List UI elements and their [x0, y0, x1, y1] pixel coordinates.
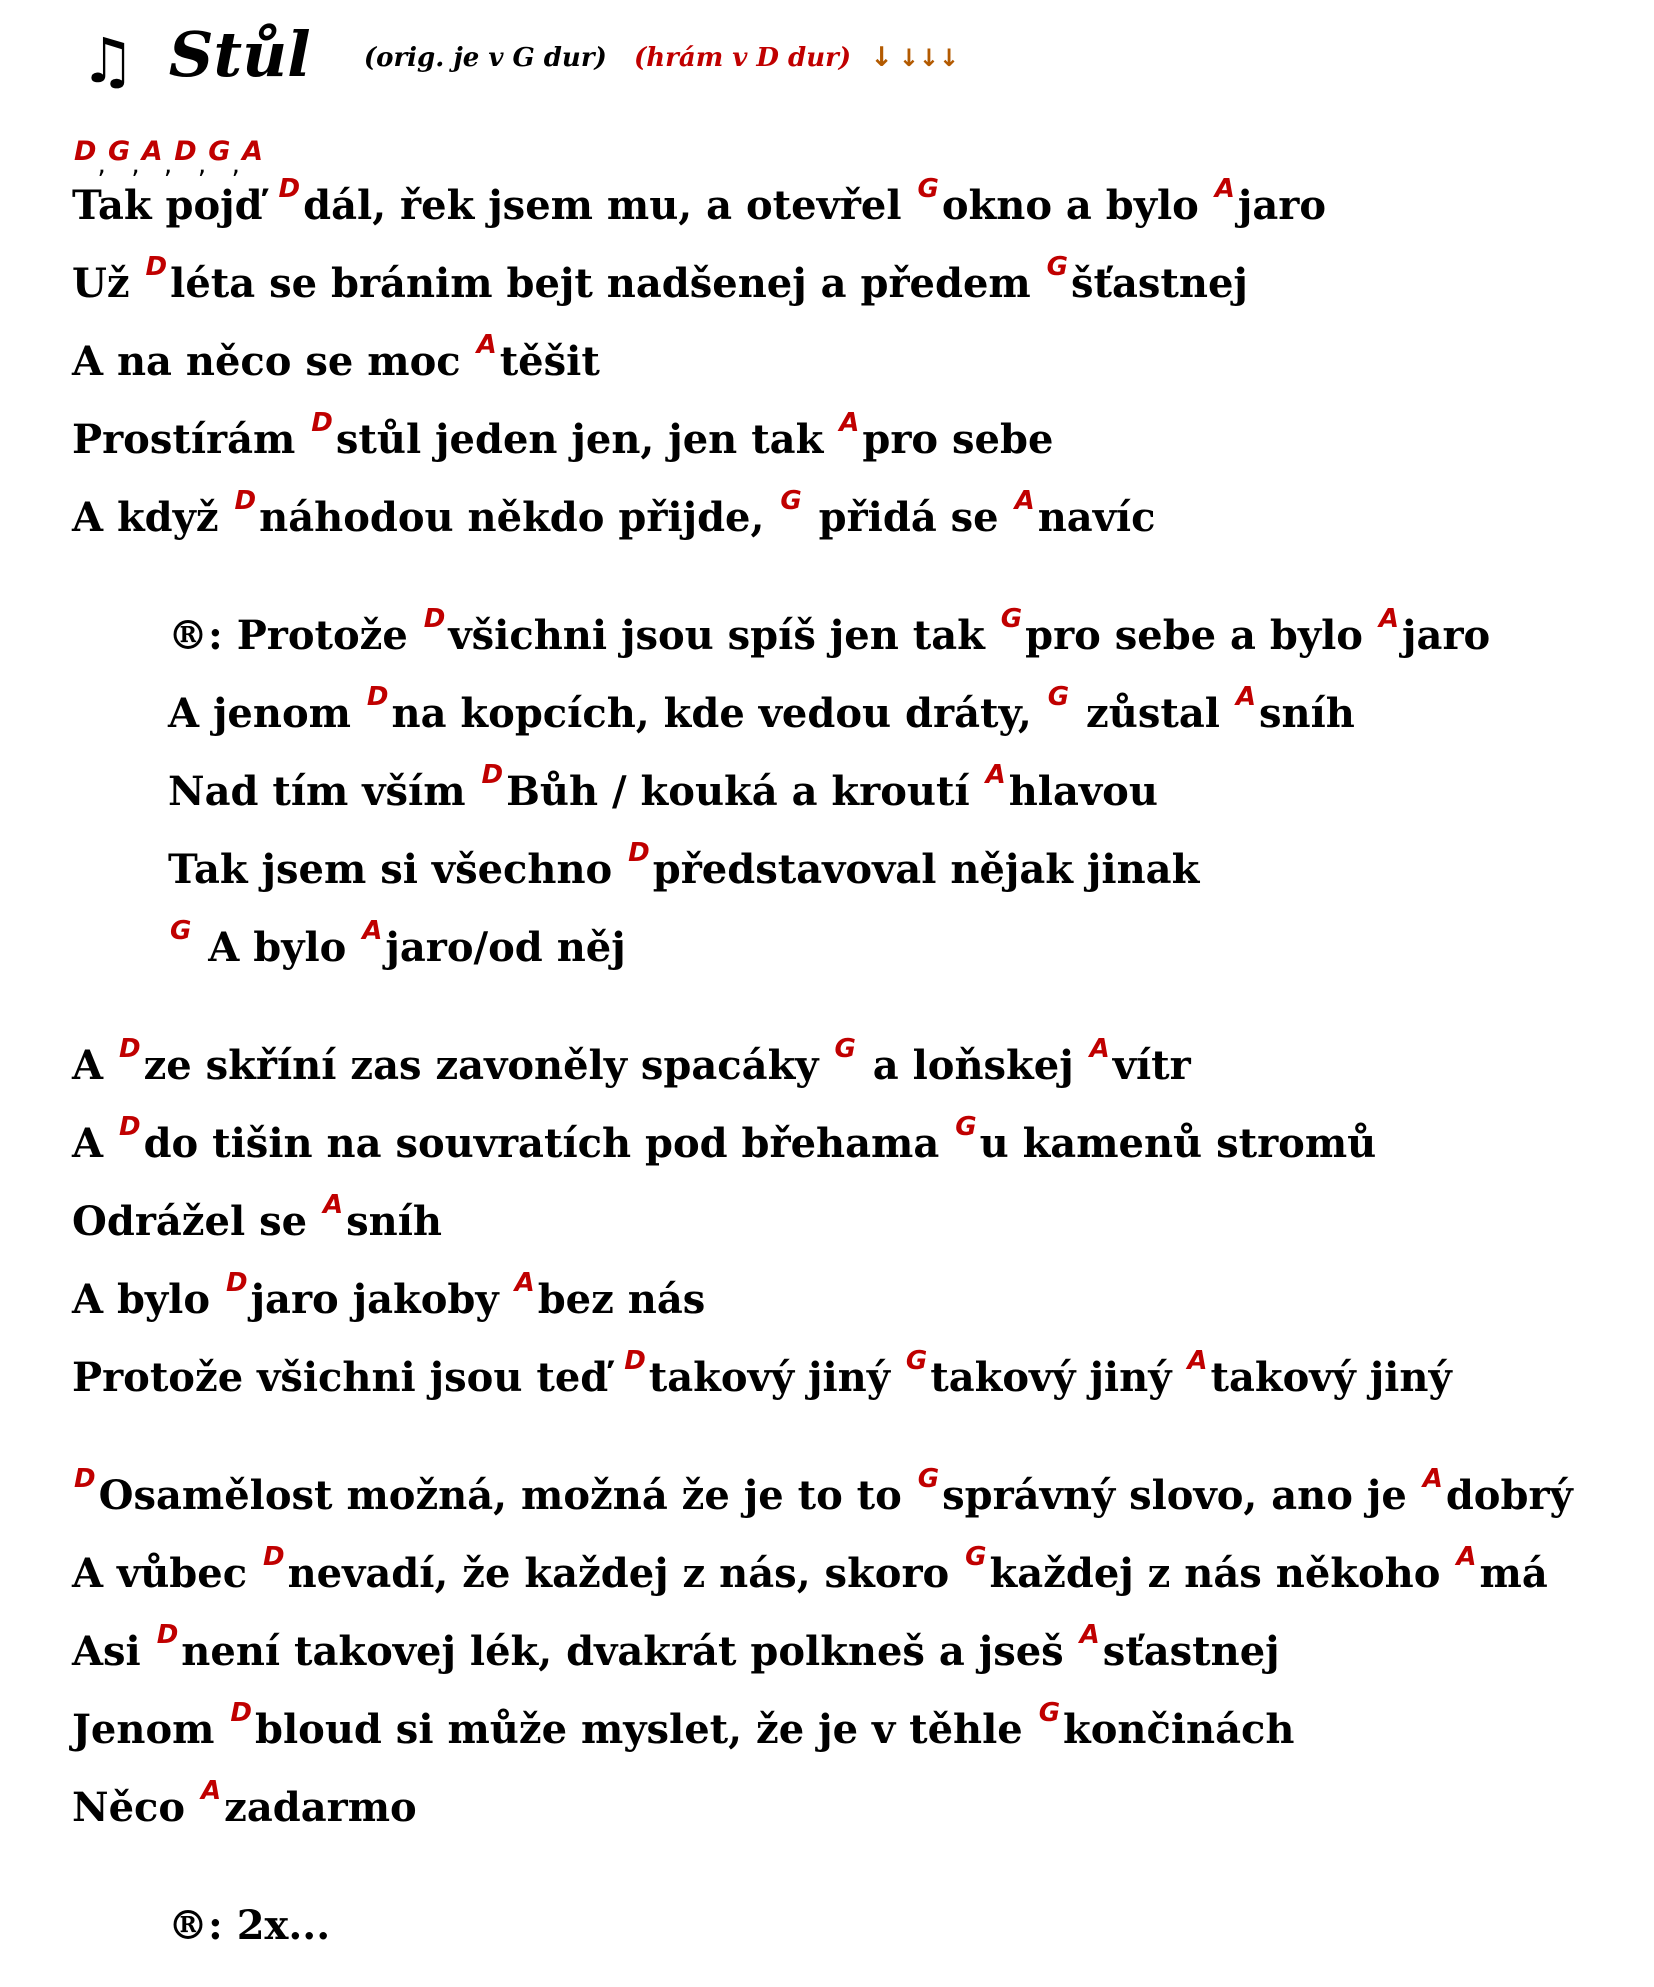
chord-marker: G: [917, 174, 939, 204]
chord-marker: D: [234, 486, 257, 516]
lyric-text: každej z nás někoho: [989, 1550, 1455, 1597]
lyric-line: [72, 1268, 706, 1323]
chord-marker: G: [170, 916, 192, 946]
lyric-text: Jenom: [72, 1706, 229, 1753]
lyric-line: [72, 174, 1327, 229]
chord-marker: G: [905, 1346, 928, 1376]
chord-marker: D: [481, 760, 504, 790]
lyric-text: bez nás: [537, 1276, 706, 1323]
music-note-icon: ♫: [80, 24, 136, 97]
chord-marker: D: [423, 604, 446, 634]
lyric-text: hlavou: [1008, 768, 1158, 815]
chord-marker: A: [1235, 682, 1256, 712]
lyric-text: u kamenů stromů: [979, 1120, 1377, 1167]
lyric-text: A: [72, 1120, 117, 1167]
lyric-line: [72, 330, 600, 385]
chord-marker: D: [230, 1698, 252, 1728]
lyric-text: léta se bránim bejt nadšenej a předem: [170, 260, 1045, 307]
lyric-text: Už: [72, 260, 144, 307]
lyric-text: dál, řek jsem mu, a otevřel: [303, 182, 916, 229]
lyric-line: [168, 838, 1200, 893]
lyric-text: končinách: [1063, 1706, 1295, 1753]
intro-chord: D ,: [74, 136, 108, 167]
lyric-text: pro sebe: [862, 416, 1054, 463]
lyric-line: [72, 486, 1156, 541]
lyric-text: na kopcích, kde vedou dráty,: [391, 690, 1046, 737]
chord-marker: G: [955, 1112, 977, 1142]
chord-marker: D: [278, 174, 301, 204]
lyric-line: [72, 1698, 1295, 1753]
lyric-text: dobrý: [1445, 1472, 1573, 1519]
lyric-text: Odrážel se: [72, 1198, 321, 1245]
chord-marker: A: [362, 916, 383, 946]
chord-marker: G: [1047, 682, 1070, 712]
intro-chord: A ,: [142, 136, 175, 167]
lyric-line: [72, 1190, 442, 1245]
chord-marker: A: [839, 408, 860, 438]
intro-chord: A: [242, 136, 263, 167]
lyric-text: není takovej lék, dvakrát polkneš a jseš: [181, 1628, 1078, 1675]
lyric-text: ze skříní zas zavoněly spacáky: [143, 1042, 833, 1089]
chord-marker: A: [514, 1268, 535, 1298]
lyric-text: jaro/od něj: [385, 924, 626, 971]
chord-marker: A: [1079, 1620, 1100, 1650]
lyric-line: [72, 252, 1248, 307]
chord-marker: D: [624, 1346, 646, 1376]
lyric-text: bloud si může myslet, že je v těhle: [254, 1706, 1037, 1753]
lyric-text: ®: Protože: [168, 612, 422, 659]
lyric-text: jaro: [1237, 182, 1327, 229]
lyric-text: Něco: [72, 1784, 199, 1831]
chord-marker: G: [1000, 604, 1023, 634]
lyric-text: Tak pojď: [72, 182, 277, 229]
lyric-text: Asi: [72, 1628, 155, 1675]
lyric-line: [168, 682, 1355, 737]
lyric-text: má: [1479, 1550, 1548, 1597]
lyric-text: jaro: [1402, 612, 1491, 659]
down-arrow-icon: ↓: [870, 42, 893, 73]
lyric-text: A na něco se moc: [72, 338, 475, 385]
lyric-line: [72, 1112, 1377, 1167]
lyric-text: nevadí, že každej z nás, skoro: [287, 1550, 964, 1597]
lyric-text: sťastnej: [1102, 1628, 1280, 1675]
chord-marker: A: [1214, 174, 1235, 204]
lyric-text: navíc: [1037, 494, 1156, 541]
chord-marker: A: [322, 1190, 344, 1220]
chord-marker: D: [262, 1542, 285, 1572]
chord-marker: A: [1422, 1464, 1443, 1494]
lyric-line: [72, 1776, 417, 1831]
lyric-text: Nad tím vším: [168, 768, 480, 815]
chord-marker: D: [74, 1464, 96, 1494]
lyric-text: a loňskej: [858, 1042, 1088, 1089]
original-key: (orig. je v G dur): [363, 43, 607, 73]
lyric-text: ®: 2x...: [168, 1902, 331, 1949]
chord-marker: A: [200, 1776, 222, 1806]
lyric-text: Tak jsem si všechno: [168, 846, 627, 893]
chord-marker: G: [834, 1034, 856, 1064]
chord-marker: G: [1046, 252, 1068, 282]
title-row: [80, 18, 959, 97]
lyric-text: okno a bylo: [941, 182, 1213, 229]
chord-marker: A: [985, 760, 1006, 790]
lyric-line: [72, 1620, 1280, 1675]
chord-marker: D: [145, 252, 168, 282]
chord-marker: D: [311, 408, 333, 438]
chord-marker: G: [917, 1464, 940, 1494]
lyric-line: [72, 1464, 1573, 1519]
lyric-line: [168, 916, 626, 971]
chord-marker: D: [225, 1268, 248, 1298]
intro-chord: D ,: [174, 136, 208, 167]
lyric-text: šťastnej: [1070, 260, 1248, 307]
chord-marker: G: [780, 486, 802, 516]
chord-marker: A: [1378, 604, 1400, 634]
lyric-text: do tišin na souvratích pod břehama: [143, 1120, 954, 1167]
chord-marker: A: [1456, 1542, 1477, 1572]
lyric-text: sníh: [346, 1198, 442, 1245]
chord-marker: D: [366, 682, 389, 712]
lyric-text: představoval nějak jinak: [652, 846, 1200, 893]
lyric-text: Osamělost možná, možná že je to to: [98, 1472, 916, 1519]
lyric-text: těšit: [499, 338, 600, 385]
chord-marker: D: [118, 1112, 141, 1142]
chord-marker: D: [628, 838, 650, 868]
lyric-text: vítr: [1112, 1042, 1191, 1089]
lyric-text: zůstal: [1072, 690, 1234, 737]
lyric-line: [168, 1902, 330, 1949]
lyric-line: [72, 1034, 1191, 1089]
lyric-line: [72, 408, 1054, 463]
lyric-text: takový jiný: [930, 1354, 1186, 1401]
lyric-text: Prostírám: [72, 416, 310, 463]
lyric-line: [72, 1346, 1452, 1401]
lyric-text: náhodou někdo přijde,: [259, 494, 779, 541]
lyric-line: [72, 1542, 1548, 1597]
lyric-text: takový jiný: [648, 1354, 904, 1401]
lyric-text: takový jiný: [1210, 1354, 1452, 1401]
chord-marker: G: [965, 1542, 987, 1572]
tuning-arrows: [870, 44, 959, 72]
chord-marker: A: [476, 330, 497, 360]
lyric-text: A když: [72, 494, 233, 541]
chord-marker: D: [156, 1620, 179, 1650]
chord-marker: G: [1038, 1698, 1061, 1728]
intro-chord: G ,: [208, 136, 242, 167]
lyric-text: sníh: [1258, 690, 1355, 737]
lyric-text: jaro jakoby: [250, 1276, 513, 1323]
lyric-line: [168, 604, 1491, 659]
playing-key: (hrám v D dur): [633, 43, 852, 73]
lyric-text: A bylo: [194, 924, 361, 971]
lyric-text: A jenom: [168, 690, 365, 737]
lyric-text: A: [72, 1042, 117, 1089]
lyric-text: správný slovo, ano je: [942, 1472, 1421, 1519]
chord-marker: A: [1089, 1034, 1110, 1064]
intro-chord: G ,: [108, 136, 142, 167]
chord-marker: A: [1014, 486, 1035, 516]
lyric-text: A bylo: [72, 1276, 224, 1323]
lyric-text: všichni jsou spíš jen tak: [448, 612, 999, 659]
intro-chords: [74, 136, 263, 167]
lyric-text: pro sebe a bylo: [1025, 612, 1377, 659]
lyric-text: přidá se: [804, 494, 1013, 541]
lyric-text: stůl jeden jen, jen tak: [335, 416, 838, 463]
lyric-line: [168, 760, 1158, 815]
chord-marker: D: [118, 1034, 141, 1064]
lyric-text: Protože všichni jsou teď: [72, 1354, 623, 1401]
lyric-text: A vůbec: [72, 1550, 261, 1597]
lyric-text: zadarmo: [224, 1784, 417, 1831]
lyric-text: Bůh / kouká a kroutí: [506, 768, 984, 815]
song-title: Stůl: [168, 18, 311, 91]
chord-marker: A: [1187, 1346, 1208, 1376]
down-arrows-icon: ↓↓↓: [898, 44, 960, 72]
